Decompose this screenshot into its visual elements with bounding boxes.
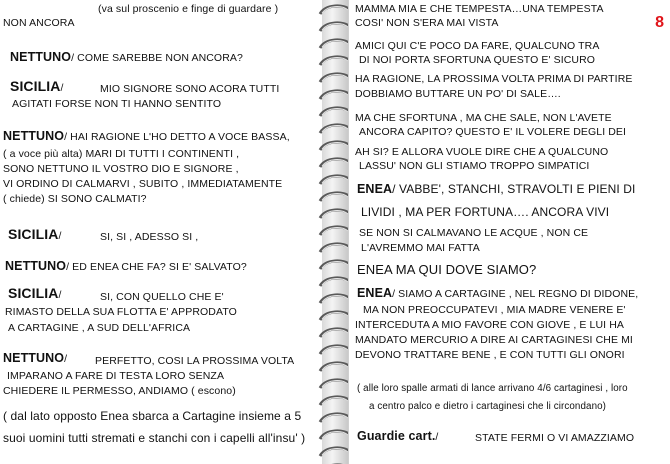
dialogue-text: SE NON SI CALMAVANO LE ACQUE , NON CE <box>359 227 589 239</box>
speaker-name: SICILIA <box>8 285 59 301</box>
speaker-name: ENEA <box>357 182 393 196</box>
right-script-page <box>348 0 670 464</box>
dialogue-text: DOBBIAMO BUTTARE UN PO' DI SALE…. <box>355 88 561 100</box>
dialogue-text: / HAI RAGIONE L'HO DETTO A VOCE BASSA, <box>64 131 290 143</box>
stage-direction: suoi uomini tutti stremati e stanchi con i capelli all'insu' ) <box>3 431 306 445</box>
page-number: 8 <box>655 14 664 31</box>
dialogue-text: MA CHE SFORTUNA , MA CHE SALE, NON L'AVETE <box>355 112 612 124</box>
stage-direction: a centro palco e dietro i cartaginesi che li circondano) <box>369 401 607 412</box>
dialogue-text: ( chiede) SI SONO CALMATI? <box>3 193 147 205</box>
dialogue-text: SI, SI , ADESSO SI , <box>100 231 199 243</box>
speaker-name: ENEA <box>357 286 393 300</box>
dialogue-line <box>3 130 290 144</box>
dialogue-text: ANCORA CAPITO? QUESTO E' IL VOLERE DEGLI DEI <box>359 126 627 138</box>
dialogue-text: A CARTAGINE , A SUD DELL'AFRICA <box>8 322 191 334</box>
dialogue-text: AMICI QUI C'E POCO DA FARE, QUALCUNO TRA <box>355 40 600 52</box>
dialogue-text: ( a voce più alta) MARI DI TUTTI I CONTINENTI , <box>3 148 240 160</box>
dialogue-text: MA NON PREOCCUPATEVI , MIA MADRE VENERE E' <box>363 304 626 316</box>
dialogue-text: MIO SIGNORE SONO ACORA TUTTI <box>100 83 280 95</box>
dialogue-line: NON ANCORA <box>3 17 75 29</box>
dialogue-text: COSI' NON S'ERA MAI VISTA <box>355 17 499 29</box>
speaker-name: NETTUNO <box>10 50 72 64</box>
dialogue-text: DI NOI PORTA SFORTUNA QUESTO E' SICURO <box>359 54 596 66</box>
dialogue-text: DEVONO TRATTARE BENE , E CON TUTTI GLI ONORI <box>355 349 625 361</box>
dialogue-text: STATE FERMI O VI AMAZZIAMO <box>475 432 635 444</box>
speaker-name: Guardie cart. <box>357 429 436 443</box>
speaker-name: NETTUNO <box>5 259 67 273</box>
dialogue-text: IMPARANO A FARE DI TESTA LORO SENZA <box>7 370 225 382</box>
dialogue-line: SICILIA/ <box>8 285 62 301</box>
dialogue-text: INTERCEDUTA A MIO FAVORE CON GIOVE , E LUI HA <box>355 319 624 331</box>
speaker-name: NETTUNO <box>3 129 65 143</box>
dialogue-line: SICILIA/ <box>8 226 62 242</box>
spiral-binding <box>318 0 352 464</box>
dialogue-text: RIMASTO DELLA SUA FLOTTA E' APPRODATO <box>5 306 237 318</box>
dialogue-line <box>357 287 638 301</box>
dialogue-text: AGITATI FORSE NON TI HANNO SENTITO <box>12 98 222 110</box>
dialogue-text: ENEA MA QUI DOVE SIAMO? <box>357 262 537 277</box>
dialogue-text: VI ORDINO DI CALMARVI , SUBITO , IMMEDIATAMENTE <box>3 178 283 190</box>
dialogue-line: NETTUNO/ <box>3 351 68 365</box>
dialogue-line: SICILIA/ <box>10 78 64 94</box>
dialogue-text: LIVIDI , MA PER FORTUNA…. ANCORA VIVI <box>361 205 610 219</box>
stage-direction: ( dal lato opposto Enea sbarca a Cartagine insieme a 5 <box>3 409 302 423</box>
speaker-name: SICILIA <box>8 226 59 242</box>
dialogue-text: / VABBE', STANCHI, STRAVOLTI E PIENI DI <box>392 182 636 196</box>
dialogue-line: Guardie cart./ <box>357 429 439 443</box>
dialogue-text: SI, CON QUELLO CHE E' <box>100 291 224 303</box>
dialogue-line <box>10 51 243 65</box>
stage-direction: (va sul proscenio e finge di guardare ) <box>98 3 279 15</box>
stage-direction: ( alle loro spalle armati di lance arrivano 4/6 cartaginesi , loro <box>357 383 628 394</box>
dialogue-text: SONO NETTUNO IL VOSTRO DIO E SIGNORE , <box>3 163 239 175</box>
dialogue-text: PERFETTO, COSI LA PROSSIMA VOLTA <box>95 355 295 367</box>
dialogue-text: / ED ENEA CHE FA? SI E' SALVATO? <box>66 261 247 273</box>
dialogue-text: / SIAMO A CARTAGINE , NEL REGNO DI DIDONE, <box>392 288 639 300</box>
dialogue-text: MAMMA MIA E CHE TEMPESTA…UNA TEMPESTA <box>355 3 604 15</box>
dialogue-line <box>5 260 247 274</box>
dialogue-text: MANDATO MERCURIO A DIRE AI CARTAGINESI CHE MI <box>355 334 633 346</box>
speaker-name: SICILIA <box>10 78 61 94</box>
dialogue-text: LASSU' NON GLI STIAMO TROPPO SIMPATICI <box>359 160 590 172</box>
left-script-page <box>0 0 320 464</box>
dialogue-text: L'AVREMMO MAI FATTA <box>361 242 480 254</box>
speaker-name: NETTUNO <box>3 351 65 365</box>
dialogue-text: CHIEDERE IL PERMESSO, ANDIAMO ( escono) <box>3 385 236 397</box>
dialogue-text: HA RAGIONE, LA PROSSIMA VOLTA PRIMA DI PARTIRE <box>355 73 633 85</box>
dialogue-line <box>357 183 636 197</box>
dialogue-text: / COME SAREBBE NON ANCORA? <box>71 52 243 64</box>
dialogue-text: AH SI? E ALLORA VUOLE DIRE CHE A QUALCUNO <box>355 146 609 158</box>
